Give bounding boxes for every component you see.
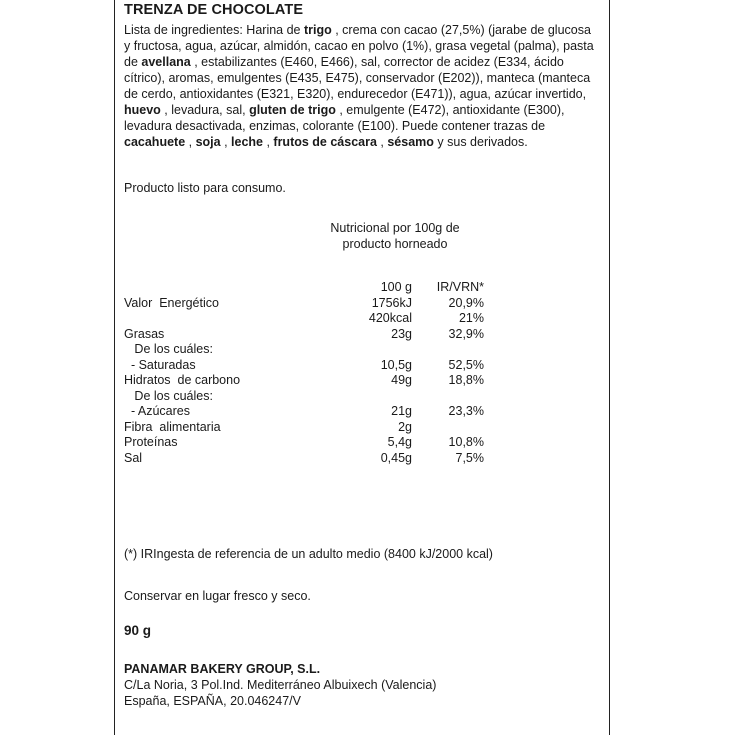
nutrition-row xyxy=(124,419,484,435)
nutrition-row xyxy=(124,388,484,404)
ready-to-eat-note: Producto listo para consumo. xyxy=(124,181,286,195)
nutrient-label: Hidratos de carbono xyxy=(124,373,241,387)
reference-intake-percent: IR/VRN* xyxy=(436,280,484,294)
nutrient-label: Proteínas xyxy=(124,435,178,449)
nutrition-table xyxy=(124,279,484,465)
nutrition-header-line1: Nutricional por 100g de xyxy=(330,221,460,235)
nutrient-label: - Azúcares xyxy=(124,404,190,418)
nutrition-row xyxy=(124,326,484,342)
ingredient-text: , emulgente (E472), antioxidante (E300), levadura desactivada, enzimas, colorante (E100). Puede contener trazas de xyxy=(124,103,565,133)
nutrition-row xyxy=(124,403,484,419)
nutrition-row xyxy=(124,310,484,326)
reference-intake-percent: 52,5% xyxy=(448,357,484,372)
ingredients-list xyxy=(124,22,594,150)
allergen-text: trigo xyxy=(303,23,332,37)
reference-intake-percent: 7,5% xyxy=(455,450,484,465)
ingredient-text: , estabilizantes (E460, E466), sal, corrector de acidez (E334, ácido cítrico), aromas, emulgentes (E435, E475), conservador (E202)), manteca (manteca de cerdo, antioxidantes (E321, E320), endurecedor (E471)), agua, azúcar invertido, xyxy=(124,55,591,101)
per-100g-value: 0,45g xyxy=(380,450,412,465)
per-100g-value: 5,4g xyxy=(387,435,412,449)
nutrient-label: Valor Energético xyxy=(124,295,219,310)
per-100g-value: 21g xyxy=(391,404,412,418)
reference-intake-percent: 21% xyxy=(458,311,484,325)
ingredient-text: , xyxy=(220,135,232,149)
nutrition-row xyxy=(124,279,484,295)
company-address-line1: C/La Noria, 3 Pol.Ind. Mediterráneo Albuixech (Valencia) xyxy=(124,678,437,692)
reference-intake-percent: 23,3% xyxy=(448,404,484,418)
nutrient-label: Grasas xyxy=(124,326,165,341)
reference-intake-percent: 10,8% xyxy=(448,435,484,449)
ingredient-text: Lista de ingredientes: Harina de xyxy=(124,23,304,37)
per-100g-value: 2g xyxy=(398,419,412,434)
ingredient-text: , xyxy=(376,135,388,149)
company-name: PANAMAR BAKERY GROUP, S.L. xyxy=(124,662,321,676)
allergen-text: huevo xyxy=(124,103,161,117)
per-100g-value: 420kcal xyxy=(368,311,412,325)
allergen-text: gluten de trigo xyxy=(249,103,336,117)
reference-intake-footnote: (*) IRIngesta de referencia de un adulto medio (8400 kJ/2000 kcal) xyxy=(124,547,493,561)
nutrition-row xyxy=(124,341,484,357)
allergen-text: frutos de cáscara xyxy=(273,135,377,149)
allergen-text: leche xyxy=(231,135,263,149)
allergen-text: avellana xyxy=(141,55,191,69)
nutrient-label: De los cuáles: xyxy=(124,388,213,403)
nutrition-row xyxy=(124,450,484,466)
nutrition-header xyxy=(320,220,470,252)
reference-intake-percent: 20,9% xyxy=(448,295,484,310)
allergen-text: soja xyxy=(195,135,221,149)
per-100g-value: 10,5g xyxy=(380,357,412,372)
reference-intake-percent: 32,9% xyxy=(448,326,484,341)
ingredient-text: , xyxy=(185,135,196,149)
reference-intake-percent: 18,8% xyxy=(448,373,484,387)
nutrition-header-line2: producto horneado xyxy=(342,237,448,251)
net-weight: 90 g xyxy=(124,623,152,638)
per-100g-value: 100 g xyxy=(380,280,412,294)
allergen-text: sésamo xyxy=(387,135,434,149)
ingredient-text: , xyxy=(262,135,274,149)
allergen-text: cacahuete xyxy=(124,135,186,149)
per-100g-value: 49g xyxy=(391,373,412,387)
per-100g-value: 1756kJ xyxy=(371,295,412,310)
per-100g-value: 23g xyxy=(391,326,412,341)
storage-instructions: Conservar en lugar fresco y seco. xyxy=(124,589,311,603)
nutrient-label: - Saturadas xyxy=(124,357,196,372)
nutrition-row xyxy=(124,295,484,311)
nutrient-label: Fibra alimentaria xyxy=(124,419,221,434)
ingredient-text: , levadura, sal, xyxy=(160,103,250,117)
nutrient-label: Sal xyxy=(124,450,143,465)
ingredient-text: , crema con cacao (27,5%) (jarabe de glucosa y fructosa, agua, azúcar, almidón, cacao en polvo (1%), grasa vegetal (palma), pasta de xyxy=(124,23,594,69)
nutrition-row xyxy=(124,357,484,373)
ingredient-text: y sus derivados. xyxy=(433,135,528,149)
company-address-line2: España, ESPAÑA, 20.046247/V xyxy=(124,694,301,708)
nutrition-row xyxy=(124,372,484,388)
product-title: TRENZA DE CHOCOLATE xyxy=(124,2,304,18)
nutrition-row xyxy=(124,434,484,450)
nutrient-label: De los cuáles: xyxy=(124,342,213,356)
